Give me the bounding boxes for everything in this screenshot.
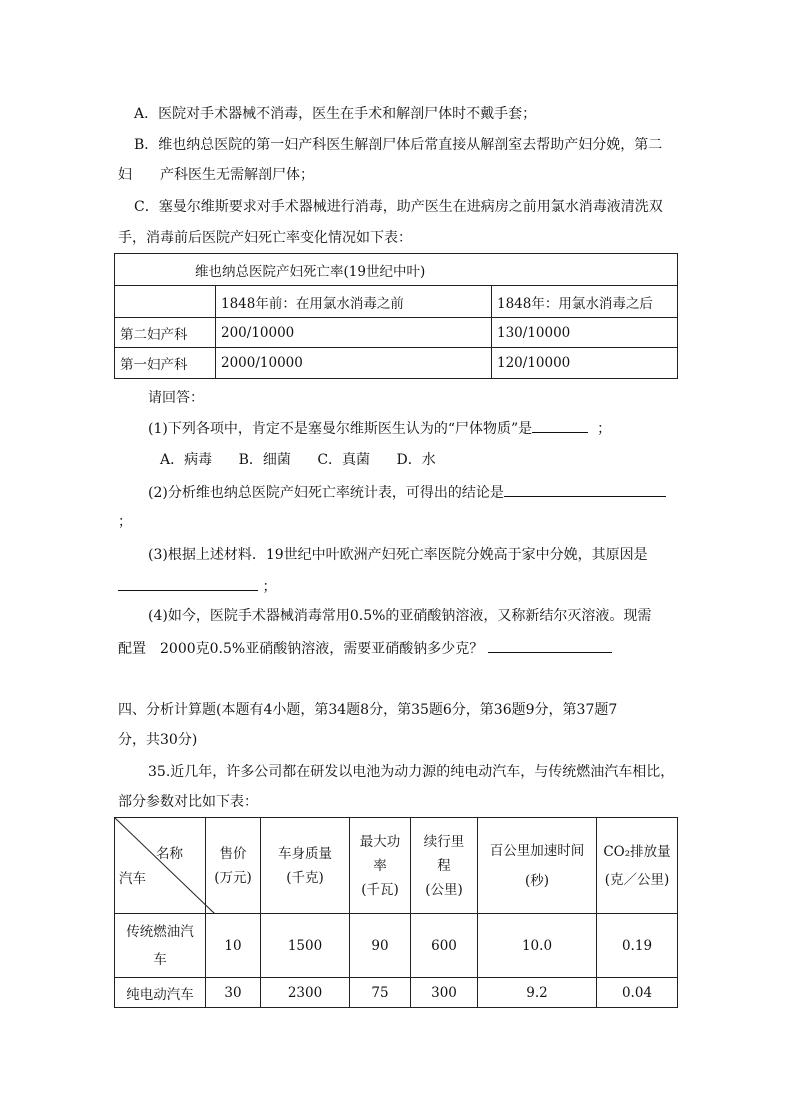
header-range <box>411 818 478 914</box>
table-row <box>115 348 678 379</box>
value-cell: 0.19 <box>597 914 678 978</box>
header-text: 程 <box>437 857 451 874</box>
question-1 <box>148 418 611 439</box>
header-unit: (秒) <box>524 872 550 889</box>
header-text: CO₂排放量 <box>603 843 671 860</box>
header-unit: (万元) <box>214 869 252 886</box>
question-35-line2: 部分参数对比如下表： <box>118 794 258 810</box>
header-power <box>350 818 411 914</box>
choice-c: C．真菌 <box>317 452 371 468</box>
car-name-cell: 纯电动汽车 <box>115 978 206 1008</box>
empty-header-cell <box>115 286 216 318</box>
diag-label-name: 名称 <box>156 846 183 862</box>
diagonal-line <box>115 818 215 914</box>
mortality-table <box>114 253 678 379</box>
header-before: 1848年前：在用氯水消毒之前 <box>216 286 492 318</box>
question-35-line1: 35.近几年，许多公司都在研发以电池为动力源的纯电动汽车，与传统燃油汽车相比， <box>148 764 675 780</box>
header-mass <box>261 818 350 914</box>
option-c-line1: C．塞曼尔维斯要求对手术器械进行消毒，助产医生在进病房之前用氯水消毒液清洗双 <box>134 199 663 215</box>
car-name-cell <box>115 914 206 978</box>
header-unit: (克／公里) <box>604 871 670 888</box>
value-cell: 10 <box>206 914 261 978</box>
question-3: (3)根据上述材料．19世纪中叶欧洲产妇死亡率医院分娩高于家中分娩，其原因是 <box>148 547 648 563</box>
header-unit: (千克) <box>286 869 324 886</box>
question-1-choices <box>160 450 436 470</box>
mortality-table-title: 维也纳总医院产妇死亡率(19世纪中叶) <box>115 254 678 286</box>
dept-cell: 第一妇产科 <box>115 348 216 379</box>
before-cell: 200/10000 <box>216 318 492 348</box>
choice-a: A．病毒 <box>160 452 213 468</box>
answer-blank-1[interactable] <box>532 418 588 433</box>
table-row <box>115 978 678 1008</box>
header-unit: (公里) <box>425 881 463 898</box>
question-2-end: ； <box>118 514 132 530</box>
answer-blank-4[interactable] <box>488 638 612 653</box>
header-after: 1848年：用氯水消毒之后 <box>492 286 678 318</box>
value-cell: 0.04 <box>597 978 678 1008</box>
answer-blank-3[interactable] <box>118 576 258 591</box>
value-cell: 30 <box>206 978 261 1008</box>
after-cell: 130/10000 <box>492 318 678 348</box>
question-4-start: 配置 <box>118 641 146 657</box>
header-unit: (千瓦) <box>361 881 399 898</box>
diag-label-car: 汽车 <box>119 871 146 887</box>
value-cell: 75 <box>350 978 411 1008</box>
value-cell: 10.0 <box>478 914 597 978</box>
option-b-line1: B．维也纳总医院的第一妇产科医生解剖尸体后常直接从解剖室去帮助产妇分娩，第二 <box>134 137 663 153</box>
table-row <box>115 914 678 978</box>
question-3-answer <box>118 576 276 597</box>
choice-b: B．细菌 <box>238 452 291 468</box>
header-acceleration <box>478 818 597 914</box>
after-cell: 120/10000 <box>492 348 678 379</box>
car-comparison-table <box>114 817 678 1008</box>
question-3-end: ； <box>262 579 277 595</box>
header-text: 车身质量 <box>278 845 332 862</box>
before-cell: 2000/10000 <box>216 348 492 379</box>
value-cell: 9.2 <box>478 978 597 1008</box>
choice-d: D．水 <box>396 452 436 468</box>
question-4-line1: (4)如今，医院手术器械消毒常用0.5%的亚硝酸钠溶液，又称新结尔灭溶液。现需 <box>148 608 652 624</box>
value-cell: 90 <box>350 914 411 978</box>
section-4-line2: 分，共30分) <box>118 732 198 748</box>
header-co2 <box>597 818 678 914</box>
header-text: 续行里 <box>423 833 465 850</box>
question-2 <box>148 482 666 503</box>
answer-blank-2[interactable] <box>504 482 666 497</box>
questions-intro: 请回答： <box>148 390 204 406</box>
question-4-line2 <box>118 638 612 659</box>
header-text: 最大功 <box>359 833 401 850</box>
header-text: 百公里加速时间 <box>489 842 585 859</box>
car-name: 车 <box>153 951 167 968</box>
section-4-line1: 四、分析计算题(本题有4小题，第34题8分，第35题6分，第36题9分，第37题7 <box>118 702 618 718</box>
table-row <box>115 318 678 348</box>
option-a: A．医院对手术器械不消毒，医生在手术和解剖尸体时不戴手套； <box>134 106 537 122</box>
header-text: 率 <box>373 857 387 874</box>
value-cell: 300 <box>411 978 478 1008</box>
question-1-end: ； <box>597 421 612 437</box>
diagonal-header-cell <box>115 818 206 914</box>
option-b-line2-start: 妇 <box>118 167 132 183</box>
value-cell: 600 <box>411 914 478 978</box>
question-1-text: (1)下列各项中，肯定不是塞曼尔维斯医生认为的“尸体物质”是 <box>148 421 533 437</box>
dept-cell: 第二妇产科 <box>115 318 216 348</box>
header-text: 售价 <box>219 845 247 862</box>
question-4-text: 2000克0.5%亚硝酸钠溶液，需要亚硝酸钠多少克？ <box>160 641 484 657</box>
option-b-line2-rest: 产科医生无需解剖尸体； <box>160 167 314 183</box>
car-name: 传统燃油汽 <box>126 923 194 940</box>
value-cell: 2300 <box>261 978 350 1008</box>
value-cell: 1500 <box>261 914 350 978</box>
option-c-line2: 手，消毒前后医院产妇死亡率变化情况如下表： <box>118 230 412 246</box>
question-2-text: (2)分析维也纳总医院产妇死亡率统计表，可得出的结论是 <box>148 485 504 501</box>
